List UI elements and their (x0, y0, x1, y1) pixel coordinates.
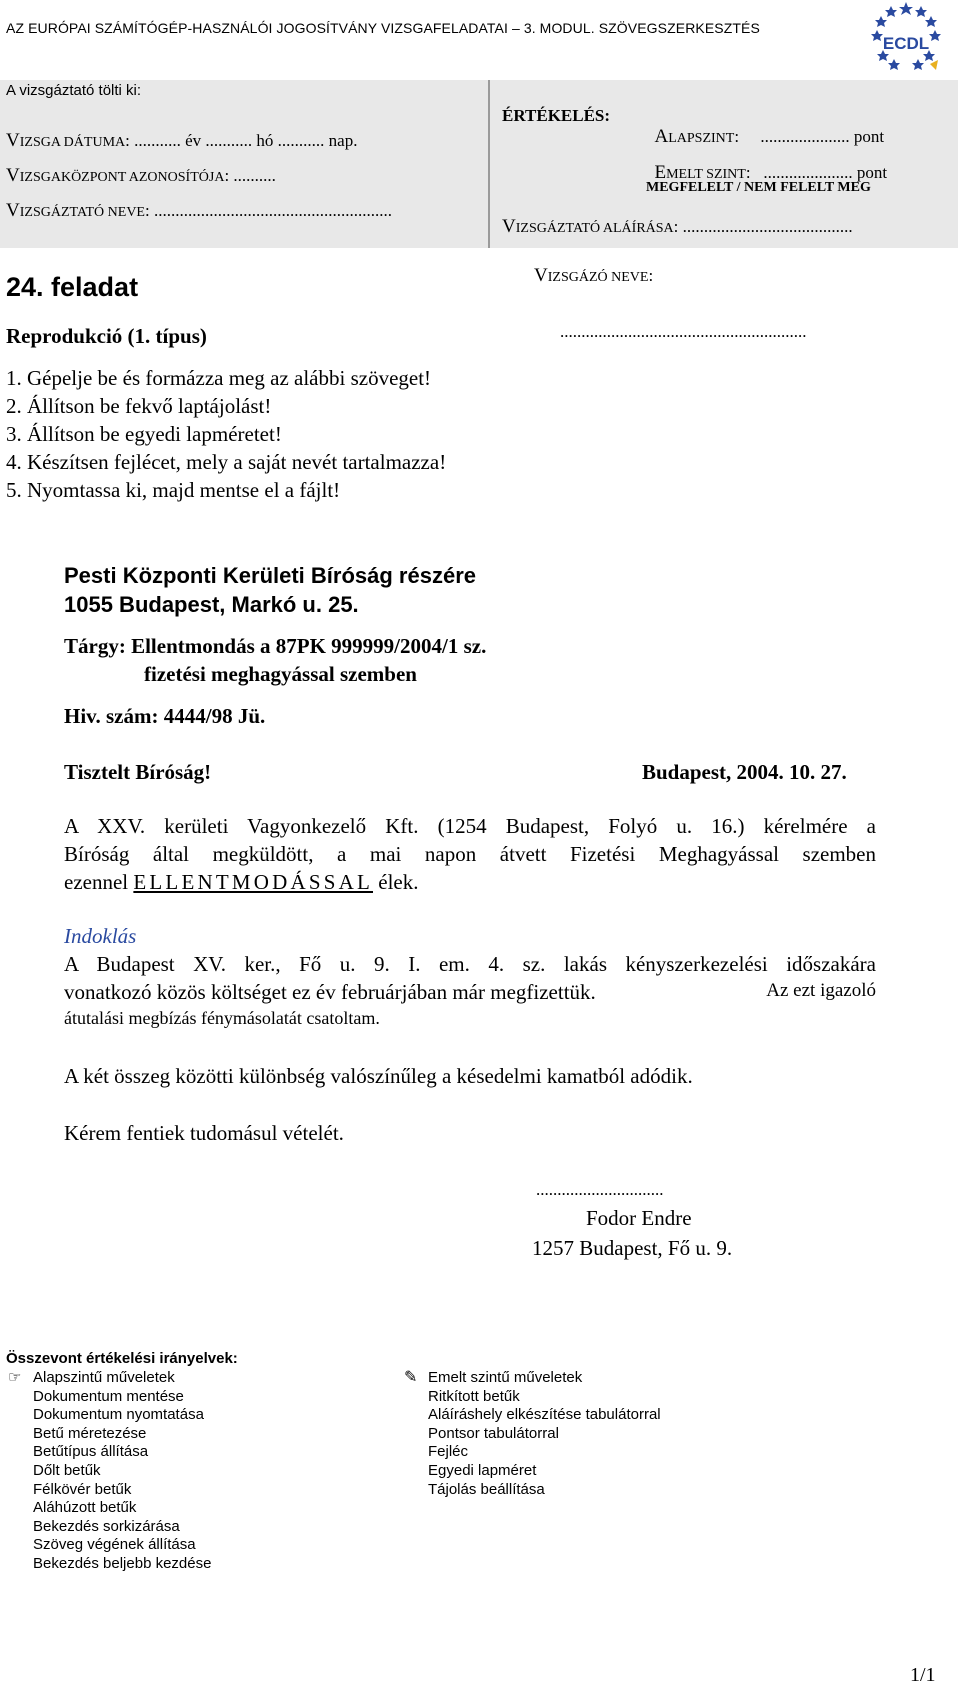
criteria-title: Összevont értékelési irányelvek: (6, 1350, 238, 1367)
list-item: Dokumentum nyomtatása (33, 1406, 204, 1424)
paragraph-line: átutalási megbízás fénymásolatát csatoltam. (64, 1008, 380, 1028)
list-item: Pontsor tabulátorral (428, 1424, 559, 1442)
candidate-name-label: VIZSGÁZÓ NEVE: (534, 265, 654, 286)
place-date: Budapest, 2004. 10. 27. (642, 760, 847, 784)
spaced-word: ELLENTMODÁSSAL (133, 870, 373, 894)
recipient-name: Pesti Központi Kerületi Bíróság részére (64, 563, 476, 588)
candidate-name-dots: .......................................................... (560, 322, 807, 341)
task-title: 24. feladat (6, 272, 139, 302)
result-options: MEGFELELT / NEM FELELT MEG (646, 180, 871, 195)
sender-name: Fodor Endre (586, 1206, 692, 1230)
logo-text: ECDL (882, 34, 930, 53)
list-item: Betűtípus állítása (33, 1443, 149, 1461)
list-item: Ritkított betűk (428, 1387, 520, 1405)
task-type: Reprodukció (1. típus) (6, 324, 207, 348)
subject-line: Tárgy: Ellentmondás a 87PK 999999/2004/1 sz. (64, 634, 487, 658)
instruction-item: 5. Nyomtassa ki, majd mentse el a fájlt! (6, 478, 341, 502)
list-item: Tájolás beállítása (428, 1480, 545, 1498)
page-number: 1/1 (910, 1664, 936, 1686)
paragraph-line: A Budapest XV. ker., Fő u. 9. I. em. 4. sz. lakás kényszerkezelési időszakára (64, 952, 876, 976)
list-item: Betű méretezése (33, 1424, 147, 1442)
examiner-name-field: VIZSGÁZTATÓ NEVE: ........................................................ (6, 200, 392, 221)
list-item: Fejléc (428, 1443, 469, 1461)
instruction-item: 2. Állítson be fekvő laptájolást! (6, 394, 272, 418)
page-header-title: AZ EURÓPAI SZÁMÍTÓGÉP-HASZNÁLÓI JOGOSÍTVÁNY VIZSGAFELADATAI – 3. MODUL. SZÖVEGSZERKESZTÉS (6, 20, 760, 36)
reference-number: Hiv. szám: 4444/98 Jü. (64, 704, 266, 728)
list-item: Emelt szintű műveletek (428, 1369, 583, 1386)
list-item: Egyedi lapméret (428, 1461, 537, 1479)
instruction-item: 4. Készítsen fejlécet, mely a saját nevét tartalmazza! (6, 450, 447, 474)
paragraph-line: ezennel ELLENTMODÁSSAL élek. (64, 870, 419, 894)
instruction-item: 1. Gépelje be és formázza meg az alábbi szöveget! (6, 366, 432, 390)
ecdl-logo (866, 0, 946, 78)
exam-box-divider (488, 80, 490, 248)
basic-level-score: ALAPSZINT: ..................... pont (654, 126, 885, 147)
paragraph-line: Bíróság által megküldött, a mai napon átvett Fizetési Meghagyással szemben (64, 842, 876, 866)
exam-date-field: VIZSGA DÁTUMA: ........... év ........... hó ........... nap. (6, 130, 358, 151)
list-item: Szöveg végének állítása (33, 1536, 196, 1554)
basic-criteria-list (33, 1369, 211, 1574)
fill-note: A vizsgáztató tölti ki: (6, 82, 142, 99)
advanced-level-score: EMELT SZINT: ..................... pont (654, 162, 888, 183)
recipient-address: 1055 Budapest, Markó u. 25. (64, 592, 359, 617)
paragraph: A két összeg közötti különbség valószínűleg a késedelmi kamatból adódik. (64, 1064, 693, 1088)
paragraph-line: vonatkozó közös költséget ez év februárjában már megfizettük. Az ezt igazoló (64, 980, 876, 1004)
paragraph: Kérem fentiek tudomásul vételét. (64, 1121, 344, 1145)
evaluation-label: ÉRTÉKELÉS: (502, 106, 611, 125)
pointing-hand-icon: ☞ (8, 1370, 22, 1386)
list-item: Aláíráshely elkészítése tabulátorral (428, 1406, 661, 1424)
list-item: Bekezdés beljebb kezdése (33, 1554, 212, 1572)
sender-address: 1257 Budapest, Fő u. 9. (532, 1236, 733, 1260)
list-item: Félkövér betűk (33, 1480, 132, 1498)
list-item: Dokumentum mentése (33, 1387, 184, 1405)
list-item: Alapszintű műveletek (33, 1369, 175, 1386)
examiner-signature-field: VIZSGÁZTATÓ ALÁÍRÁSA: ........................................ (502, 216, 853, 237)
list-item: Bekezdés sorkizárása (33, 1517, 180, 1535)
advanced-criteria-list (428, 1369, 661, 1499)
reason-heading: Indoklás (64, 924, 137, 948)
list-item: Aláhúzott betűk (33, 1499, 137, 1517)
signature-dots: .............................. (536, 1180, 664, 1199)
exam-center-id-field: VIZSGAKÖZPONT AZONOSÍTÓJA: .......... (6, 165, 276, 186)
list-item: Dőlt betűk (33, 1461, 101, 1479)
subject-line-continued: fizetési meghagyással szemben (144, 662, 417, 686)
paragraph-line: A XXV. kerületi Vagyonkezelő Kft. (1254 Budapest, Folyó u. 16.) kérelmére a (64, 814, 876, 838)
pen-icon: ✎ (404, 1369, 418, 1386)
instruction-item: 3. Állítson be egyedi lapméretet! (6, 422, 282, 446)
greeting: Tisztelt Bíróság! (64, 760, 212, 784)
